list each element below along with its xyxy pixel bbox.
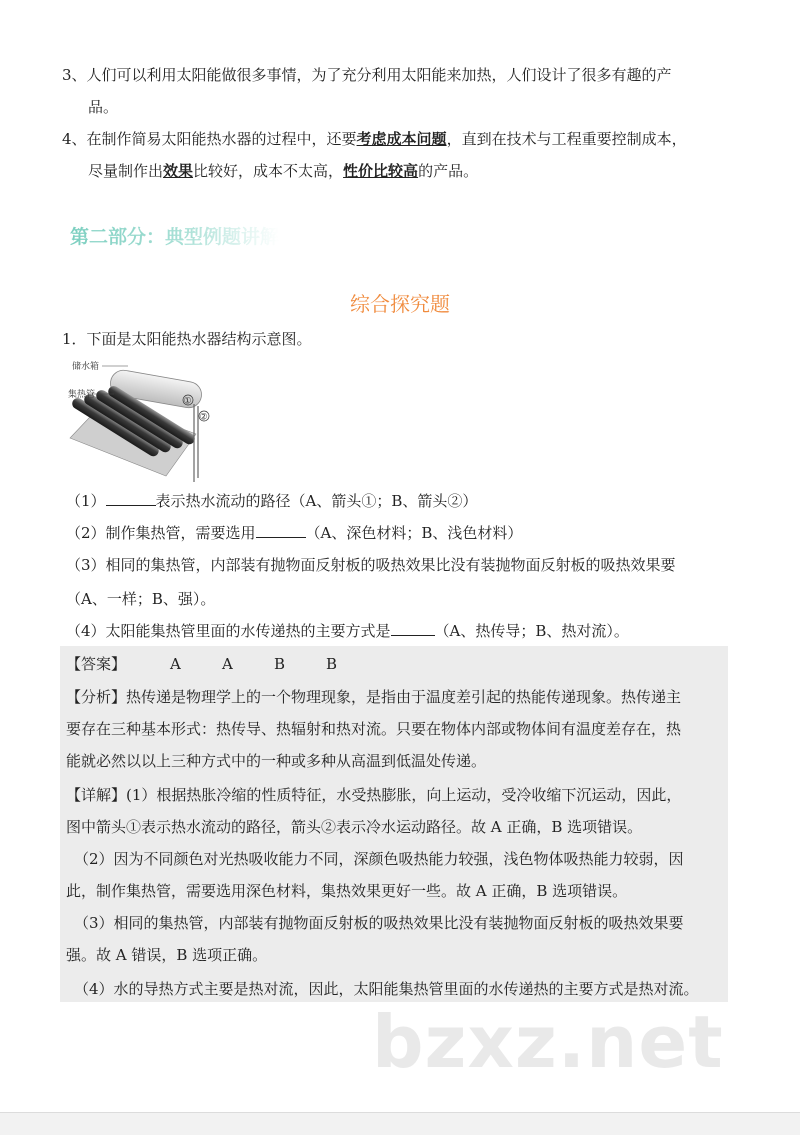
question-part-2-text: （A、深色材料；B、浅色材料）: [305, 524, 523, 542]
question-part-4-text: （A、热传导；B、热对流）。: [434, 622, 629, 640]
detail-line-5: （3）相同的集热管，内部装有抛物面反射板的吸热效果比没有装抛物面反射板的吸热效果要: [74, 914, 684, 932]
question-part-1-number: （1）: [66, 492, 106, 510]
answer-value-4: B: [326, 655, 338, 673]
intro-item-4-text: 的产品。: [418, 162, 479, 180]
solar-heater-figure: [66, 356, 226, 486]
analysis-line-2: 要存在三种基本形式：热传导、热辐射和热对流。只要在物体内部或物体间有温度差存在，热: [66, 720, 682, 738]
detail-line-1: 【详解】(1）根据热胀冷缩的性质特征，水受热膨胀，向上运动，受冷收缩下沉运动，因此，: [66, 786, 682, 804]
question-part-4: [66, 620, 629, 642]
detail-line-2: 图中箭头①表示热水流动的路径，箭头②表示冷水运动路径。故 A 正确，B 选项错误。: [66, 818, 643, 836]
question-stem: 1．下面是太阳能热水器结构示意图。: [62, 330, 312, 348]
answer-blank-2: [256, 523, 306, 538]
analysis-line-1: 【分析】热传递是物理学上的一个物理现象，是指由于温度差引起的热能传递现象。热传递主: [66, 688, 682, 706]
intro-item-4-line1: [62, 128, 687, 150]
emphasis-cost: 考虑成本问题: [356, 130, 447, 148]
question-part-1: [66, 490, 477, 512]
answer-value-1: A: [170, 655, 181, 673]
intro-item-4-text: 比较好，成本不太高，: [193, 162, 344, 180]
detail-line-7: （4）水的导热方式主要是热对流，因此，太阳能集热管里面的水传递热的主要方式是热对流。: [74, 980, 699, 998]
figure-label-tank: 储水箱: [72, 362, 100, 372]
answer-value-2: A: [222, 655, 233, 673]
answer-value-3: B: [274, 655, 286, 673]
intro-item-4-text: 4、在制作简易太阳能热水器的过程中，还要: [62, 130, 357, 148]
emphasis-effect: 效果: [163, 162, 194, 180]
page-bottom-edge: [0, 1112, 800, 1135]
analysis-line-3: 能就必然以以上三种方式中的一种或多种从高温到低温处传递。: [66, 752, 487, 770]
watermark: bzxz.net: [372, 1000, 724, 1084]
intro-item-4-text: 尽量制作出: [88, 162, 164, 180]
detail-line-3: （2）因为不同颜色对光热吸收能力不同，深颜色吸热能力较强，浅色物体吸热能力较弱，因: [74, 850, 684, 868]
question-part-3-line2: （A、一样；B、强）。: [66, 590, 216, 608]
question-part-3-line1: （3）相同的集热管，内部装有抛物面反射板的吸热效果比没有装抛物面反射板的吸热效果要: [66, 556, 676, 574]
intro-item-4-line2: [88, 160, 478, 182]
detail-line-4: 此，制作集热管，需要选用深色材料，集热效果更好一些。故 A 正确，B 选项错误。: [66, 882, 628, 900]
intro-item-3-line2: 品。: [88, 98, 119, 116]
answer-blank-1: [106, 491, 156, 506]
answer-blank-4: [391, 621, 435, 636]
question-part-4-text: （4）太阳能集热管里面的水传递热的主要方式是: [66, 622, 391, 640]
section-heading: 第二部分：典型例题讲解: [70, 222, 279, 249]
emphasis-value: 性价比较高: [343, 162, 419, 180]
answer-label: 【答案】: [66, 655, 127, 673]
figure-label-arrow2: ②: [199, 412, 208, 423]
subsection-title: 综合探究题: [350, 292, 450, 316]
figure-label-tube: 集热管: [68, 390, 96, 400]
question-part-2: [66, 522, 522, 544]
intro-item-3-line1: 3、人们可以利用太阳能做很多事情，为了充分利用太阳能来加热，人们设计了很多有趣的产: [62, 66, 672, 84]
question-part-1-text: 表示热水流动的路径（A、箭头①；B、箭头②）: [155, 492, 478, 510]
figure-label-arrow1: ①: [183, 396, 192, 407]
question-part-2-text: （2）制作集热管，需要选用: [66, 524, 256, 542]
detail-line-6: 强。故 A 错误，B 选项正确。: [66, 946, 268, 964]
intro-item-4-text: ，直到在技术与工程重要控制成本，: [446, 130, 687, 148]
